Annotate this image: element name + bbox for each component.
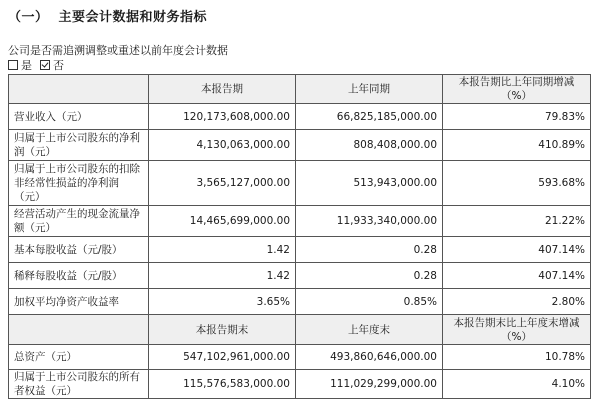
choice-no-label: 否 <box>53 59 64 72</box>
checkbox-yes[interactable] <box>8 60 18 70</box>
table-row <box>9 237 591 263</box>
cell-prior: 0.28 <box>296 237 443 263</box>
table-row <box>9 370 591 399</box>
cell-prior: 493,860,646,000.00 <box>296 345 443 370</box>
row-label: 归属于上市公司股东的扣除非经常性损益的净利润（元） <box>9 161 149 206</box>
cell-change: 410.89% <box>443 130 591 161</box>
table-row <box>9 161 591 206</box>
row-label: 总资产（元） <box>9 345 149 370</box>
cell-change: 21.22% <box>443 206 591 237</box>
cell-change: 4.10% <box>443 370 591 399</box>
choice-yes-label: 是 <box>21 59 32 72</box>
header-cell-blank <box>9 75 149 104</box>
restatement-choices <box>8 57 70 73</box>
header-cell-blank <box>9 315 149 345</box>
section-number: （一） <box>8 10 49 25</box>
cell-prior: 0.85% <box>296 289 443 315</box>
cell-change: 79.83% <box>443 104 591 130</box>
cell-change: 593.68% <box>443 161 591 206</box>
cell-prior: 808,408,000.00 <box>296 130 443 161</box>
header-period-end-change: 本报告期末比上年度末增减（%） <box>443 315 591 345</box>
cell-current: 547,102,961,000.00 <box>149 345 296 370</box>
header-row-period-end <box>9 315 591 345</box>
header-current-period-end: 本报告期末 <box>149 315 296 345</box>
cell-current: 3,565,127,000.00 <box>149 161 296 206</box>
checkbox-no[interactable] <box>40 60 50 70</box>
table-row <box>9 345 591 370</box>
table-row <box>9 206 591 237</box>
row-label: 加权平均净资产收益率 <box>9 289 149 315</box>
section-title: 主要会计数据和财务指标 <box>58 10 208 25</box>
row-label: 归属于上市公司股东的所有者权益（元） <box>9 370 149 399</box>
cell-current: 1.42 <box>149 237 296 263</box>
cell-current: 115,576,583,000.00 <box>149 370 296 399</box>
cell-prior: 0.28 <box>296 263 443 289</box>
row-label: 归属于上市公司股东的净利润（元） <box>9 130 149 161</box>
section-heading <box>8 6 207 25</box>
table-row <box>9 104 591 130</box>
cell-prior: 513,943,000.00 <box>296 161 443 206</box>
table-row <box>9 263 591 289</box>
row-label: 经营活动产生的现金流量净额（元） <box>9 206 149 237</box>
cell-change: 10.78% <box>443 345 591 370</box>
header-period-change: 本报告期比上年同期增减（%） <box>443 75 591 104</box>
table-row <box>9 130 591 161</box>
cell-change: 2.80% <box>443 289 591 315</box>
row-label: 基本每股收益（元/股） <box>9 237 149 263</box>
cell-prior: 11,933,340,000.00 <box>296 206 443 237</box>
row-label: 营业收入（元） <box>9 104 149 130</box>
table-row <box>9 289 591 315</box>
header-prior-period: 上年同期 <box>296 75 443 104</box>
cell-change: 407.14% <box>443 237 591 263</box>
header-row-period <box>9 75 591 104</box>
restatement-question: 公司是否需追溯调整或重述以前年度会计数据 <box>8 44 228 57</box>
cell-current: 120,173,608,000.00 <box>149 104 296 130</box>
header-prior-year-end: 上年度末 <box>296 315 443 345</box>
cell-prior: 66,825,185,000.00 <box>296 104 443 130</box>
cell-current: 4,130,063,000.00 <box>149 130 296 161</box>
cell-prior: 111,029,299,000.00 <box>296 370 443 399</box>
cell-change: 407.14% <box>443 263 591 289</box>
row-label: 稀释每股收益（元/股） <box>9 263 149 289</box>
cell-current: 3.65% <box>149 289 296 315</box>
cell-current: 1.42 <box>149 263 296 289</box>
header-current-period: 本报告期 <box>149 75 296 104</box>
cell-current: 14,465,699,000.00 <box>149 206 296 237</box>
financial-data-table <box>8 74 591 399</box>
